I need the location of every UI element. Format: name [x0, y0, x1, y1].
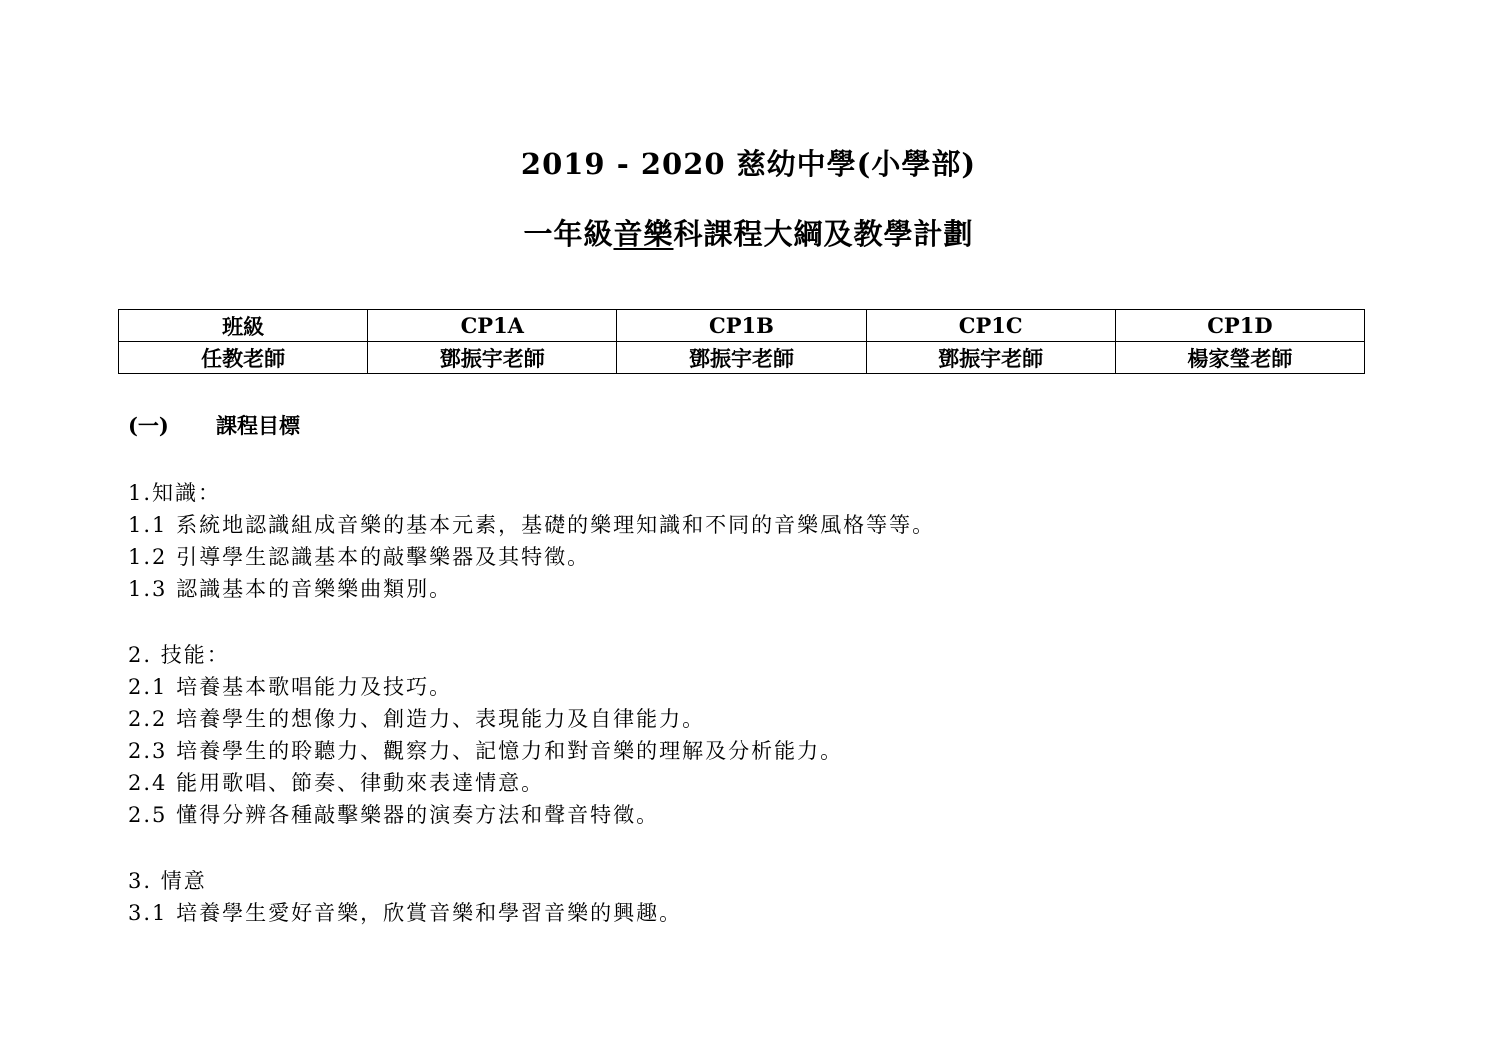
table-cell: 任教老師	[119, 342, 368, 374]
list-item: 1.3 認識基本的音樂樂曲類別。	[128, 577, 453, 601]
list-item: 2.2 培養學生的想像力、創造力、表現能力及自律能力。	[128, 707, 706, 731]
title-subject: 音樂	[613, 217, 674, 251]
affect-heading: 3. 情意	[128, 869, 207, 893]
table-cell: 鄧振宇老師	[617, 342, 866, 374]
skills-heading: 2. 技能：	[128, 643, 230, 667]
list-item: 2.5 懂得分辨各種敲擊樂器的演奏方法和聲音特徵。	[128, 803, 660, 827]
document-title-school: 2019 - 2020 慈幼中學(小學部)	[520, 147, 977, 181]
list-item: 2.4 能用歌唱、節奏、律動來表達情意。	[128, 771, 545, 795]
table-cell: CP1D	[1115, 310, 1364, 342]
table-cell: 班級	[119, 310, 368, 342]
section-heading	[128, 410, 300, 440]
list-item: 2.1 培養基本歌唱能力及技巧。	[128, 675, 453, 699]
list-item: 3.1 培養學生愛好音樂，欣賞音樂和學習音樂的興趣。	[128, 901, 683, 925]
table-row-classes	[119, 310, 1365, 342]
list-item: 2.3 培養學生的聆聽力、觀察力、記憶力和對音樂的理解及分析能力。	[128, 739, 844, 763]
table-cell: 楊家瑩老師	[1115, 342, 1364, 374]
table-row-teachers	[119, 342, 1365, 374]
title-suffix: 科課程大綱及教學計劃	[673, 217, 974, 251]
title-prefix: 一年級	[523, 217, 614, 251]
document-title-course	[0, 212, 1497, 253]
table-cell: 鄧振宇老師	[866, 342, 1115, 374]
table-cell: 鄧振宇老師	[368, 342, 617, 374]
table-cell: CP1C	[866, 310, 1115, 342]
class-teacher-table	[118, 309, 1365, 374]
section-title: 課程目標	[216, 413, 300, 438]
list-item: 1.1 系統地認識組成音樂的基本元素，基礎的樂理知識和不同的音樂風格等等。	[128, 513, 936, 537]
section-number: (一)	[128, 413, 169, 438]
list-item: 1.2 引導學生認識基本的敲擊樂器及其特徵。	[128, 545, 591, 569]
knowledge-heading: 1.知識：	[128, 481, 222, 505]
table-cell: CP1B	[617, 310, 866, 342]
table-cell: CP1A	[368, 310, 617, 342]
